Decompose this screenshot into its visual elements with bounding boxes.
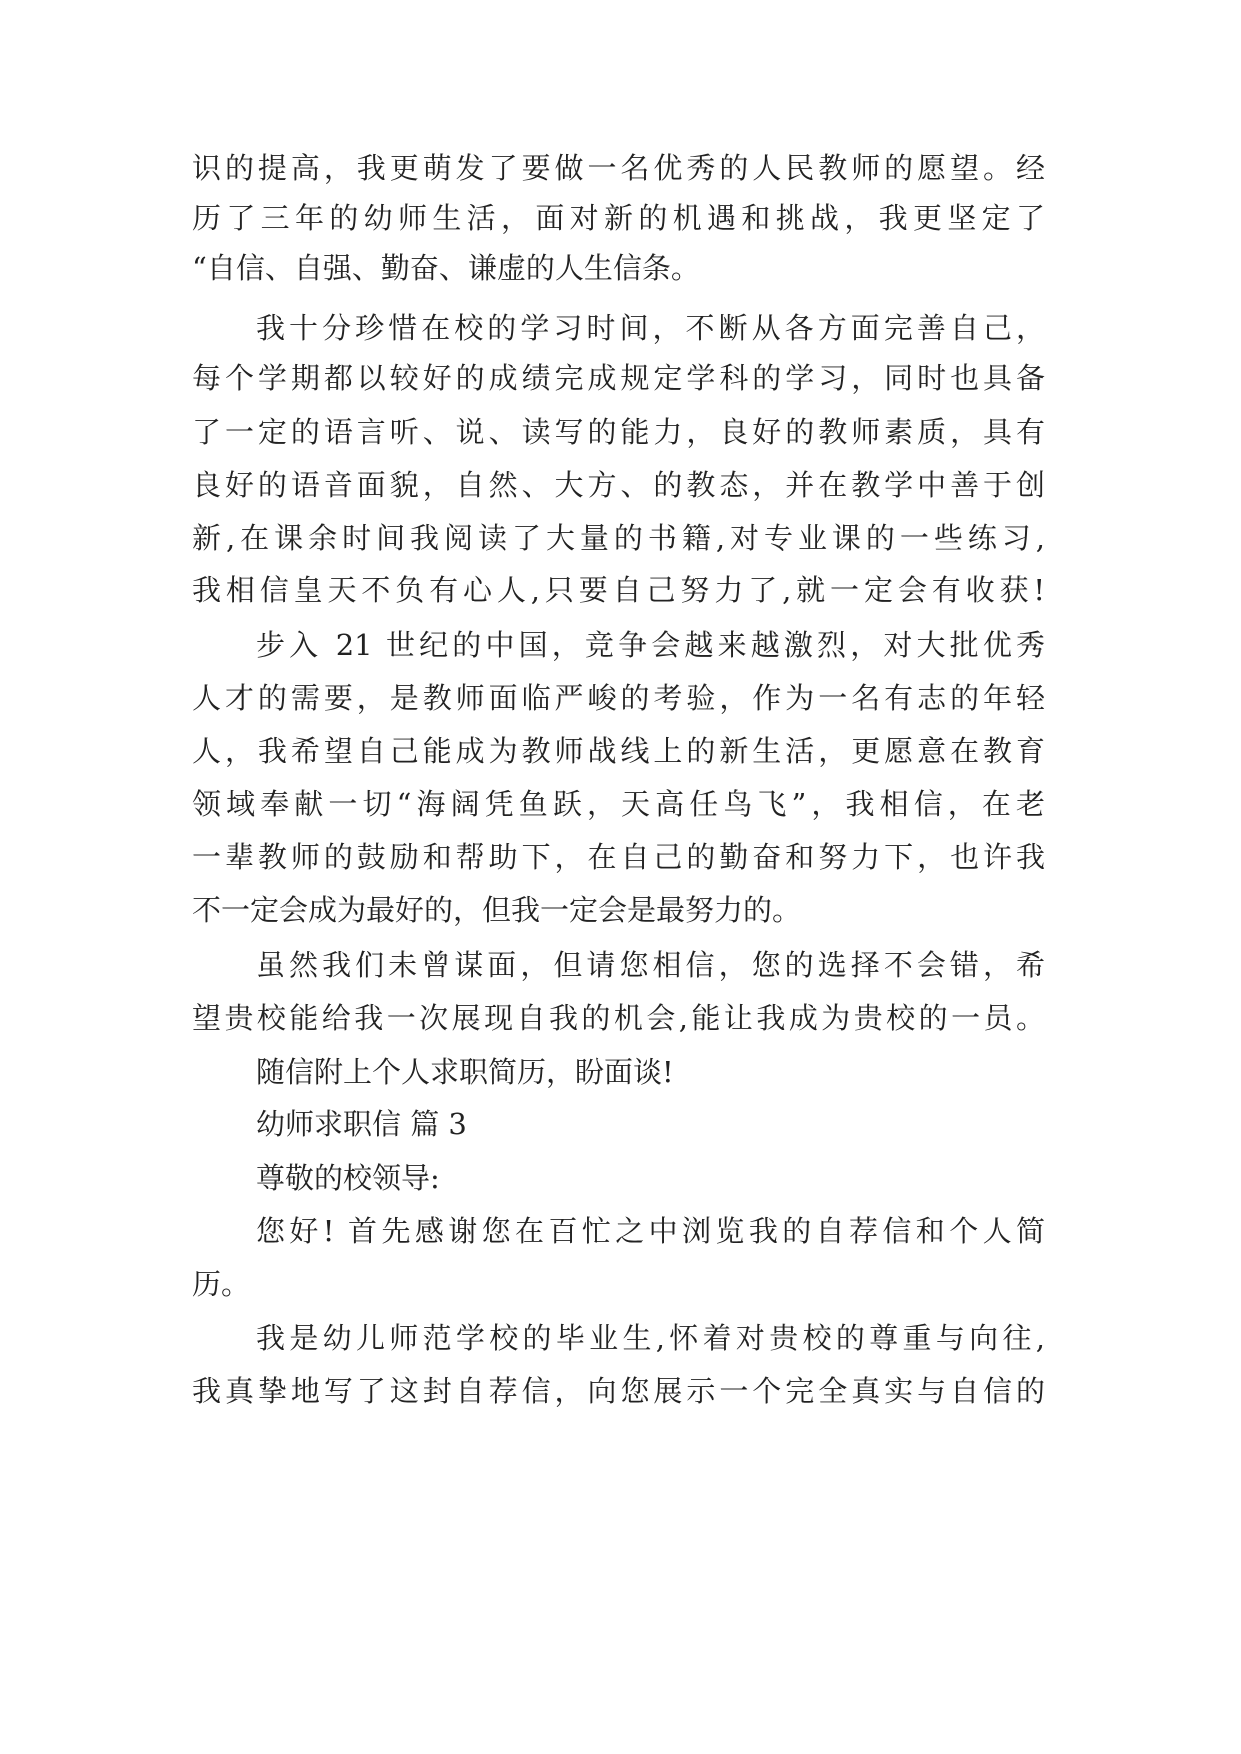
text-line: 新,在课余时间我阅读了大量的书籍,对专业课的一些练习, [192,521,1045,555]
text-line: 我相信皇天不负有心人,只要自己努力了,就一定会有收获! [192,573,1045,607]
salutation: 尊敬的校领导: [256,1161,440,1195]
text-line: 每个学期都以较好的成绩完成规定学科的学习，同时也具备 [192,361,1045,395]
text-line: “自信、自强、勤奋、谦虚的人生信条。 [192,251,700,285]
text-line: 识的提高，我更萌发了要做一名优秀的人民教师的愿望。经 [192,151,1045,185]
text-line: 我是幼儿师范学校的毕业生,怀着对贵校的尊重与向往, [256,1321,1045,1355]
text-line: 良好的语音面貌，自然、大方、的教态，并在教学中善于创 [192,468,1045,502]
text-line: 历了三年的幼师生活，面对新的机遇和挑战，我更坚定了 [192,201,1045,235]
text-line: 我真挚地写了这封自荐信，向您展示一个完全真实与自信的 [192,1374,1045,1408]
text-line: 望贵校能给我一次展现自我的机会,能让我成为贵校的一员。 [192,1001,1045,1035]
text-line: 人才的需要，是教师面临严峻的考验，作为一名有志的年轻 [192,681,1045,715]
text-line: 不一定会成为最好的，但我一定会是最努力的。 [192,893,802,927]
text-line: 步入 21 世纪的中国，竞争会越来越激烈，对大批优秀 [256,628,1045,662]
text-line: 您好! 首先感谢您在百忙之中浏览我的自荐信和个人简 [256,1214,1045,1248]
text-line: 了一定的语言听、说、读写的能力，良好的教师素质，具有 [192,415,1045,449]
text-line: 我十分珍惜在校的学习时间，不断从各方面完善自己， [256,311,1045,345]
section-heading: 幼师求职信 篇 3 [256,1107,467,1141]
text-line: 领域奉献一切“海阔凭鱼跃，天高任鸟飞”，我相信，在老 [192,787,1045,821]
text-line: 虽然我们未曾谋面，但请您相信，您的选择不会错，希 [256,948,1045,982]
text-line: 历。 [192,1267,251,1301]
text-line: 一辈教师的鼓励和帮助下，在自己的勤奋和努力下，也许我 [192,840,1045,874]
text-line: 随信附上个人求职简历，盼面谈! [256,1055,674,1089]
text-line: 人，我希望自己能成为教师战线上的新生活，更愿意在教育 [192,734,1045,768]
